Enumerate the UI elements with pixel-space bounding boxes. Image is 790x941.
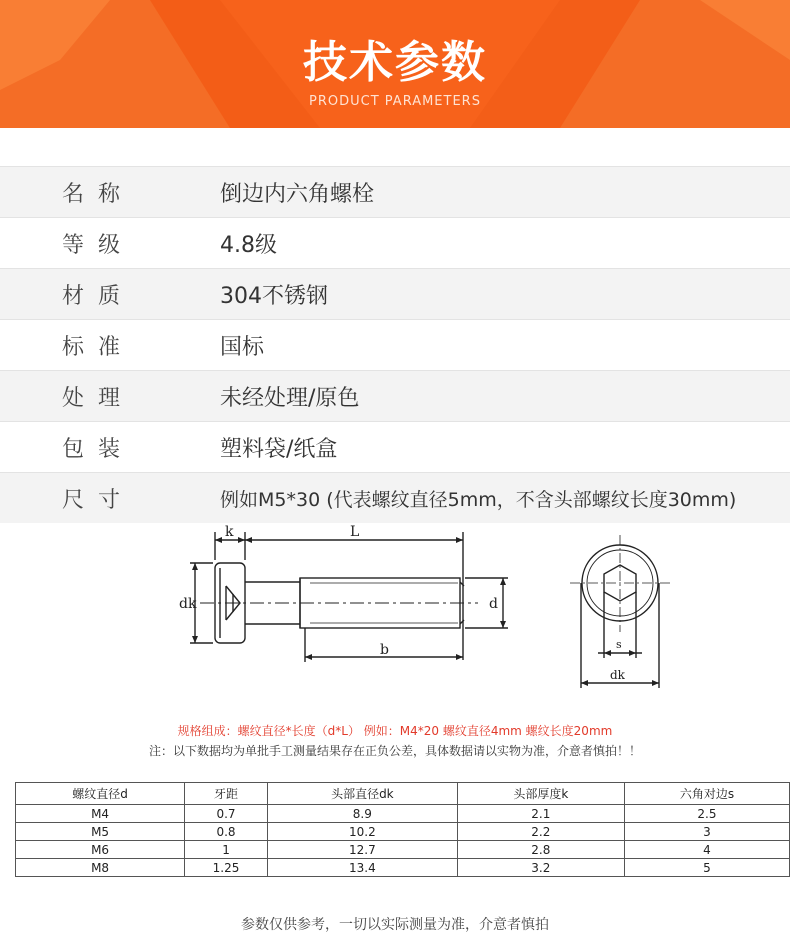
bolt-diagram <box>0 520 790 710</box>
table-cell: 2.1 <box>457 805 624 823</box>
col-header: 螺纹直径d <box>16 783 185 805</box>
col-header: 牙距 <box>185 783 268 805</box>
spec-note: 规格组成：螺纹直径*长度（d*L） 例如：M4*20 螺纹直径4mm 螺纹长度20mm <box>177 724 613 738</box>
dim-label-L: L <box>350 524 360 540</box>
table-cell: 2.5 <box>624 805 789 823</box>
table-row <box>16 823 790 841</box>
table-cell: 4 <box>624 841 789 859</box>
table-cell: 1.25 <box>185 859 268 877</box>
table-cell: 13.4 <box>267 859 457 877</box>
param-row-size <box>0 472 790 523</box>
table-cell: 10.2 <box>267 823 457 841</box>
dim-label-s: s <box>616 638 622 651</box>
table-cell: 5 <box>624 859 789 877</box>
param-label: 等级 <box>62 232 135 258</box>
col-header: 头部直径dk <box>267 783 457 805</box>
param-row-name <box>0 166 790 217</box>
param-label: 材质 <box>62 283 135 309</box>
table-row <box>16 841 790 859</box>
dim-label-d: d <box>489 596 498 612</box>
table-cell: M8 <box>16 859 185 877</box>
dim-label-k: k <box>225 524 234 540</box>
param-value: 4.8级 <box>220 232 277 258</box>
param-value: 304不锈钢 <box>220 283 328 309</box>
table-cell: 8.9 <box>267 805 457 823</box>
param-label: 尺寸 <box>62 487 135 513</box>
parameter-table <box>0 166 790 523</box>
table-cell: 1 <box>185 841 268 859</box>
param-value: 国标 <box>220 334 265 360</box>
table-cell: 3 <box>624 823 789 841</box>
dim-label-dk-end: dk <box>610 668 625 682</box>
param-row-grade <box>0 217 790 268</box>
param-row-material <box>0 268 790 319</box>
footer-note: 参数仅供参考，一切以实际测量为准，介意者慎拍 <box>241 917 549 933</box>
param-label: 处理 <box>62 385 135 411</box>
col-header: 六角对边s <box>624 783 789 805</box>
table-cell: 2.8 <box>457 841 624 859</box>
table-header-row <box>16 783 790 805</box>
table-cell: M6 <box>16 841 185 859</box>
dim-label-b: b <box>380 642 389 658</box>
param-value: 塑料袋/纸盒 <box>220 436 338 462</box>
table-cell: 2.2 <box>457 823 624 841</box>
param-label: 名称 <box>62 181 135 207</box>
param-label: 包装 <box>62 436 135 462</box>
dim-label-dk: dk <box>179 596 197 612</box>
param-row-standard <box>0 319 790 370</box>
table-cell: 0.7 <box>185 805 268 823</box>
param-value: 例如M5*30 (代表螺纹直径5mm，不含头部螺纹长度30mm) <box>220 488 737 511</box>
header-banner <box>0 0 790 128</box>
table-cell: 3.2 <box>457 859 624 877</box>
param-label: 标准 <box>62 334 135 360</box>
table-row <box>16 805 790 823</box>
param-row-treatment <box>0 370 790 421</box>
banner-title: 技术参数 <box>303 37 487 88</box>
param-value: 未经处理/原色 <box>220 385 360 411</box>
banner-subtitle: PRODUCT PARAMETERS <box>309 94 481 109</box>
dimension-table <box>15 782 790 877</box>
param-value: 倒边内六角螺栓 <box>220 181 375 207</box>
col-header: 头部厚度k <box>457 783 624 805</box>
param-row-packaging <box>0 421 790 472</box>
measurement-note: 注：以下数据均为单批手工测量结果存在正负公差，具体数据请以实物为准，介意者慎拍！！ <box>148 744 641 758</box>
table-cell: M4 <box>16 805 185 823</box>
table-cell: 12.7 <box>267 841 457 859</box>
table-cell: 0.8 <box>185 823 268 841</box>
table-row <box>16 859 790 877</box>
table-cell: M5 <box>16 823 185 841</box>
